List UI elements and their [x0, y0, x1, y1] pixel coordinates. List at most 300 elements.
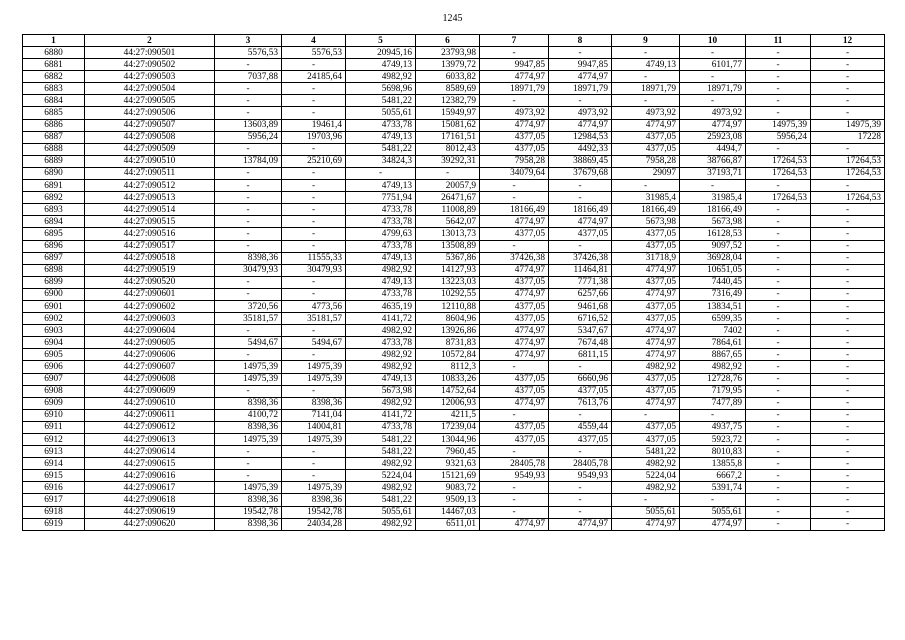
value-cell: 19542,78	[215, 506, 282, 518]
value-cell: -	[215, 458, 282, 470]
value-cell: 9549,93	[480, 470, 549, 482]
value-cell: -	[282, 385, 346, 397]
value-cell: 7141,04	[282, 409, 346, 421]
value-cell: 8112,3	[416, 361, 480, 373]
value-cell: 13223,03	[416, 276, 480, 288]
value-cell: -	[746, 83, 811, 95]
column-header-6: 6	[416, 35, 480, 47]
value-cell: 4377,05	[480, 373, 549, 385]
value-cell: -	[811, 204, 885, 216]
table-row	[23, 228, 885, 240]
value-cell: -	[282, 276, 346, 288]
value-cell: -	[480, 361, 549, 373]
value-cell: 5224,04	[612, 470, 680, 482]
value-cell: 9549,93	[549, 470, 612, 482]
value-cell: 16128,53	[680, 228, 746, 240]
value-cell: -	[282, 216, 346, 228]
value-cell: 12110,88	[416, 300, 480, 312]
value-cell: 14975,39	[811, 119, 885, 131]
value-cell: -	[215, 228, 282, 240]
value-cell: -	[215, 288, 282, 300]
value-cell: 18971,79	[680, 83, 746, 95]
table-row	[23, 155, 885, 167]
row-number-cell: 6894	[23, 216, 85, 228]
value-cell: 31985,4	[680, 192, 746, 204]
value-cell: -	[282, 446, 346, 458]
value-cell: 5055,61	[612, 506, 680, 518]
value-cell: -	[811, 434, 885, 446]
value-cell: 5481,22	[346, 446, 416, 458]
row-number-cell: 6893	[23, 204, 85, 216]
value-cell: -	[811, 337, 885, 349]
value-cell: 4774,97	[612, 337, 680, 349]
value-cell: -	[215, 192, 282, 204]
cadastral-number-cell: 44:27:090609	[85, 385, 215, 397]
value-cell: 9947,85	[549, 59, 612, 71]
value-cell: 17228	[811, 131, 885, 143]
row-number-cell: 6898	[23, 264, 85, 276]
value-cell: 31718,9	[612, 252, 680, 264]
cadastral-number-cell: 44:27:090613	[85, 434, 215, 446]
value-cell: -	[549, 446, 612, 458]
value-cell: 34079,64	[480, 167, 549, 179]
cadastral-number-cell: 44:27:090514	[85, 204, 215, 216]
value-cell: 8604,96	[416, 313, 480, 325]
cadastral-number-cell: 44:27:090509	[85, 143, 215, 155]
value-cell: 4377,05	[612, 240, 680, 252]
value-cell: 4377,05	[612, 421, 680, 433]
value-cell: -	[811, 458, 885, 470]
value-cell: 9461,68	[549, 300, 612, 312]
row-number-cell: 6887	[23, 131, 85, 143]
value-cell: 4211,5	[416, 409, 480, 421]
table-row	[23, 421, 885, 433]
value-cell: 13044,96	[416, 434, 480, 446]
table-row	[23, 373, 885, 385]
value-cell: 11008,89	[416, 204, 480, 216]
cadastral-number-cell: 44:27:090507	[85, 119, 215, 131]
value-cell: -	[811, 421, 885, 433]
value-cell: -	[215, 446, 282, 458]
value-cell: -	[746, 421, 811, 433]
cadastral-number-cell: 44:27:090616	[85, 470, 215, 482]
value-cell: 4982,92	[346, 482, 416, 494]
value-cell: -	[811, 518, 885, 530]
cadastral-number-cell: 44:27:090519	[85, 264, 215, 276]
value-cell: -	[811, 325, 885, 337]
value-cell: -	[746, 240, 811, 252]
value-cell: 14975,39	[282, 361, 346, 373]
value-cell: -	[680, 71, 746, 83]
value-cell: 4774,97	[612, 119, 680, 131]
value-cell: 4799,63	[346, 228, 416, 240]
value-cell: 7960,45	[416, 446, 480, 458]
cadastral-number-cell: 44:27:090518	[85, 252, 215, 264]
value-cell: 4377,05	[480, 385, 549, 397]
value-cell: 6811,15	[549, 349, 612, 361]
cadastral-number-cell: 44:27:090505	[85, 95, 215, 107]
cadastral-number-cell: 44:27:090620	[85, 518, 215, 530]
value-cell: 4774,97	[612, 288, 680, 300]
value-cell: 4774,97	[480, 119, 549, 131]
value-cell: -	[746, 107, 811, 119]
cadastral-number-cell: 44:27:090501	[85, 47, 215, 59]
row-number-cell: 6885	[23, 107, 85, 119]
value-cell: 4973,92	[612, 107, 680, 119]
value-cell: 9509,13	[416, 494, 480, 506]
value-cell: 34824,3	[346, 155, 416, 167]
value-cell: 4937,75	[680, 421, 746, 433]
value-cell: 5481,22	[612, 446, 680, 458]
value-cell: 5673,98	[612, 216, 680, 228]
value-cell: 4982,92	[346, 518, 416, 530]
cadastral-number-cell: 44:27:090608	[85, 373, 215, 385]
value-cell: -	[215, 59, 282, 71]
row-number-cell: 6888	[23, 143, 85, 155]
table-row	[23, 143, 885, 155]
value-cell: 13834,51	[680, 300, 746, 312]
header-row	[23, 35, 885, 47]
column-header-7: 7	[480, 35, 549, 47]
cadastral-number-cell: 44:27:090511	[85, 167, 215, 179]
value-cell: -	[746, 518, 811, 530]
value-cell: 4635,19	[346, 300, 416, 312]
value-cell: 4982,92	[346, 349, 416, 361]
value-cell: 12984,53	[549, 131, 612, 143]
row-number-cell: 6905	[23, 349, 85, 361]
value-cell: 4982,92	[346, 361, 416, 373]
row-number-cell: 6881	[23, 59, 85, 71]
value-cell: 4733,78	[346, 421, 416, 433]
value-cell: -	[612, 180, 680, 192]
row-number-cell: 6904	[23, 337, 85, 349]
value-cell: 7864,61	[680, 337, 746, 349]
row-number-cell: 6907	[23, 373, 85, 385]
row-number-cell: 6918	[23, 506, 85, 518]
value-cell: 7958,28	[612, 155, 680, 167]
value-cell: 38766,87	[680, 155, 746, 167]
value-cell: 13784,09	[215, 155, 282, 167]
value-cell: 4749,13	[612, 59, 680, 71]
value-cell: -	[480, 409, 549, 421]
cadastral-number-cell: 44:27:090611	[85, 409, 215, 421]
value-cell: 14975,39	[282, 434, 346, 446]
table-row	[23, 337, 885, 349]
row-number-cell: 6895	[23, 228, 85, 240]
table-row	[23, 167, 885, 179]
value-cell: 4377,05	[612, 276, 680, 288]
value-cell: -	[215, 107, 282, 119]
value-cell: 5367,86	[416, 252, 480, 264]
value-cell: -	[746, 216, 811, 228]
value-cell: 18971,79	[549, 83, 612, 95]
table-row	[23, 276, 885, 288]
value-cell: 20057,9	[416, 180, 480, 192]
value-cell: -	[215, 276, 282, 288]
value-cell: -	[746, 180, 811, 192]
value-cell: 4749,13	[346, 59, 416, 71]
value-cell: 13603,89	[215, 119, 282, 131]
value-cell: -	[811, 180, 885, 192]
value-cell: -	[612, 71, 680, 83]
value-cell: 14975,39	[215, 361, 282, 373]
cadastral-number-cell: 44:27:090516	[85, 228, 215, 240]
value-cell: -	[746, 95, 811, 107]
value-cell: 4377,05	[612, 385, 680, 397]
value-cell: -	[549, 506, 612, 518]
value-cell: 13979,72	[416, 59, 480, 71]
value-cell: 10651,05	[680, 264, 746, 276]
value-cell: 7771,38	[549, 276, 612, 288]
value-cell: 5391,74	[680, 482, 746, 494]
value-cell: 4982,92	[612, 482, 680, 494]
cadastral-number-cell: 44:27:090520	[85, 276, 215, 288]
value-cell: 15949,97	[416, 107, 480, 119]
value-cell: -	[680, 95, 746, 107]
value-cell: -	[811, 506, 885, 518]
cadastral-number-cell: 44:27:090614	[85, 446, 215, 458]
table-row	[23, 119, 885, 131]
table-row	[23, 204, 885, 216]
value-cell: -	[811, 71, 885, 83]
value-cell: 35181,57	[215, 313, 282, 325]
value-cell: 12382,79	[416, 95, 480, 107]
value-cell: 5494,67	[215, 337, 282, 349]
table-body	[23, 47, 885, 531]
value-cell: -	[549, 47, 612, 59]
value-cell: 6716,52	[549, 313, 612, 325]
value-cell: 4377,05	[549, 228, 612, 240]
value-cell: 14467,03	[416, 506, 480, 518]
value-cell: -	[282, 143, 346, 155]
cadastral-number-cell: 44:27:090502	[85, 59, 215, 71]
value-cell: 15121,69	[416, 470, 480, 482]
table-row	[23, 180, 885, 192]
column-header-8: 8	[549, 35, 612, 47]
row-number-cell: 6899	[23, 276, 85, 288]
table-header	[23, 35, 885, 47]
row-number-cell: 6906	[23, 361, 85, 373]
value-cell: 4749,13	[346, 131, 416, 143]
value-cell: 4774,97	[612, 264, 680, 276]
value-cell: 37426,38	[480, 252, 549, 264]
value-cell: -	[811, 373, 885, 385]
value-cell: -	[811, 288, 885, 300]
value-cell: 4774,97	[680, 518, 746, 530]
value-cell: 20945,16	[346, 47, 416, 59]
column-header-12: 12	[811, 35, 885, 47]
value-cell: 4749,13	[346, 180, 416, 192]
value-cell: 4559,44	[549, 421, 612, 433]
value-cell: 4982,92	[612, 458, 680, 470]
value-cell: 5923,72	[680, 434, 746, 446]
cadastral-number-cell: 44:27:090504	[85, 83, 215, 95]
value-cell: 4773,56	[282, 300, 346, 312]
value-cell: 37426,38	[549, 252, 612, 264]
value-cell: -	[282, 180, 346, 192]
value-cell: 4377,05	[612, 300, 680, 312]
table-row	[23, 518, 885, 530]
value-cell: 4377,05	[480, 131, 549, 143]
table-row	[23, 506, 885, 518]
value-cell: 9083,72	[416, 482, 480, 494]
value-cell: 4982,92	[346, 458, 416, 470]
value-cell: -	[480, 506, 549, 518]
value-cell: -	[215, 167, 282, 179]
value-cell: -	[215, 325, 282, 337]
value-cell: 25923,08	[680, 131, 746, 143]
page-number: 1245	[442, 13, 463, 24]
value-cell: 4774,97	[612, 518, 680, 530]
table-row	[23, 482, 885, 494]
value-cell: -	[282, 240, 346, 252]
value-cell: -	[811, 313, 885, 325]
column-header-5: 5	[346, 35, 416, 47]
row-number-cell: 6917	[23, 494, 85, 506]
value-cell: 29097	[612, 167, 680, 179]
value-cell: 9321,63	[416, 458, 480, 470]
value-cell: -	[746, 59, 811, 71]
value-cell: 13926,86	[416, 325, 480, 337]
value-cell: -	[549, 482, 612, 494]
value-cell: -	[612, 47, 680, 59]
value-cell: -	[215, 204, 282, 216]
value-cell: -	[811, 482, 885, 494]
value-cell: 6257,66	[549, 288, 612, 300]
row-number-cell: 6919	[23, 518, 85, 530]
value-cell: 6033,82	[416, 71, 480, 83]
value-cell: 5642,07	[416, 216, 480, 228]
table-row	[23, 409, 885, 421]
value-cell: -	[480, 47, 549, 59]
value-cell: -	[215, 349, 282, 361]
value-cell: -	[215, 240, 282, 252]
table-row	[23, 71, 885, 83]
value-cell: -	[746, 252, 811, 264]
value-cell: -	[746, 313, 811, 325]
value-cell: -	[215, 180, 282, 192]
value-cell: -	[811, 83, 885, 95]
value-cell: 7477,89	[680, 397, 746, 409]
value-cell: 5481,22	[346, 143, 416, 155]
value-cell: 6511,01	[416, 518, 480, 530]
value-cell: -	[811, 300, 885, 312]
value-cell: 7958,28	[480, 155, 549, 167]
value-cell: 5698,96	[346, 83, 416, 95]
table-row	[23, 361, 885, 373]
value-cell: 7037,88	[215, 71, 282, 83]
value-cell: 17239,04	[416, 421, 480, 433]
cadastral-number-cell: 44:27:090512	[85, 180, 215, 192]
value-cell: -	[746, 143, 811, 155]
value-cell: 28405,78	[549, 458, 612, 470]
value-cell: 4973,92	[680, 107, 746, 119]
value-cell: 5055,61	[346, 107, 416, 119]
cadastral-number-cell: 44:27:090515	[85, 216, 215, 228]
value-cell: 4982,92	[346, 397, 416, 409]
value-cell: 17264,53	[811, 192, 885, 204]
row-number-cell: 6915	[23, 470, 85, 482]
value-cell: -	[549, 494, 612, 506]
value-cell: 4377,05	[480, 143, 549, 155]
value-cell: 15081,62	[416, 119, 480, 131]
value-cell: 5673,98	[346, 385, 416, 397]
value-cell: -	[746, 204, 811, 216]
value-cell: 31985,4	[612, 192, 680, 204]
row-number-cell: 6912	[23, 434, 85, 446]
value-cell: -	[811, 494, 885, 506]
column-header-2: 2	[85, 35, 215, 47]
cadastral-number-cell: 44:27:090618	[85, 494, 215, 506]
value-cell: 8398,36	[215, 494, 282, 506]
value-cell: -	[746, 506, 811, 518]
value-cell: 4733,78	[346, 240, 416, 252]
table-row	[23, 216, 885, 228]
value-cell: 4774,97	[480, 337, 549, 349]
value-cell: 7179,95	[680, 385, 746, 397]
value-cell: -	[746, 349, 811, 361]
value-cell: 6101,77	[680, 59, 746, 71]
value-cell: -	[612, 95, 680, 107]
value-cell: 4377,05	[480, 300, 549, 312]
value-cell: 35181,57	[282, 313, 346, 325]
row-number-cell: 6892	[23, 192, 85, 204]
value-cell: 4733,78	[346, 288, 416, 300]
value-cell: -	[811, 470, 885, 482]
value-cell: 12006,93	[416, 397, 480, 409]
value-cell: 4982,92	[612, 361, 680, 373]
row-number-cell: 6903	[23, 325, 85, 337]
table-row	[23, 300, 885, 312]
value-cell: 12728,76	[680, 373, 746, 385]
row-number-cell: 6909	[23, 397, 85, 409]
row-number-cell: 6890	[23, 167, 85, 179]
value-cell: -	[746, 385, 811, 397]
row-number-cell: 6880	[23, 47, 85, 59]
value-cell: 4377,05	[612, 313, 680, 325]
value-cell: 4774,97	[549, 216, 612, 228]
value-cell: 4774,97	[612, 325, 680, 337]
value-cell: 17264,53	[811, 155, 885, 167]
cadastral-number-cell: 44:27:090601	[85, 288, 215, 300]
value-cell: 18166,49	[549, 204, 612, 216]
value-cell: -	[549, 361, 612, 373]
value-cell: 13013,73	[416, 228, 480, 240]
table-row	[23, 325, 885, 337]
value-cell: 24185,64	[282, 71, 346, 83]
table-row	[23, 240, 885, 252]
cadastral-number-cell: 44:27:090617	[85, 482, 215, 494]
value-cell: 4100,72	[215, 409, 282, 421]
value-cell: 8589,69	[416, 83, 480, 95]
row-number-cell: 6882	[23, 71, 85, 83]
value-cell: 5347,67	[549, 325, 612, 337]
value-cell: 8398,36	[215, 252, 282, 264]
value-cell: 4377,05	[480, 313, 549, 325]
value-cell: 7674,48	[549, 337, 612, 349]
value-cell: -	[746, 397, 811, 409]
value-cell: 4774,97	[480, 71, 549, 83]
value-cell: -	[746, 325, 811, 337]
value-cell: 11555,33	[282, 252, 346, 264]
value-cell: -	[680, 409, 746, 421]
row-number-cell: 6884	[23, 95, 85, 107]
value-cell: 3720,56	[215, 300, 282, 312]
value-cell: 14975,39	[282, 482, 346, 494]
cadastral-number-cell: 44:27:090602	[85, 300, 215, 312]
value-cell: 4982,92	[680, 361, 746, 373]
value-cell: 5673,98	[680, 216, 746, 228]
